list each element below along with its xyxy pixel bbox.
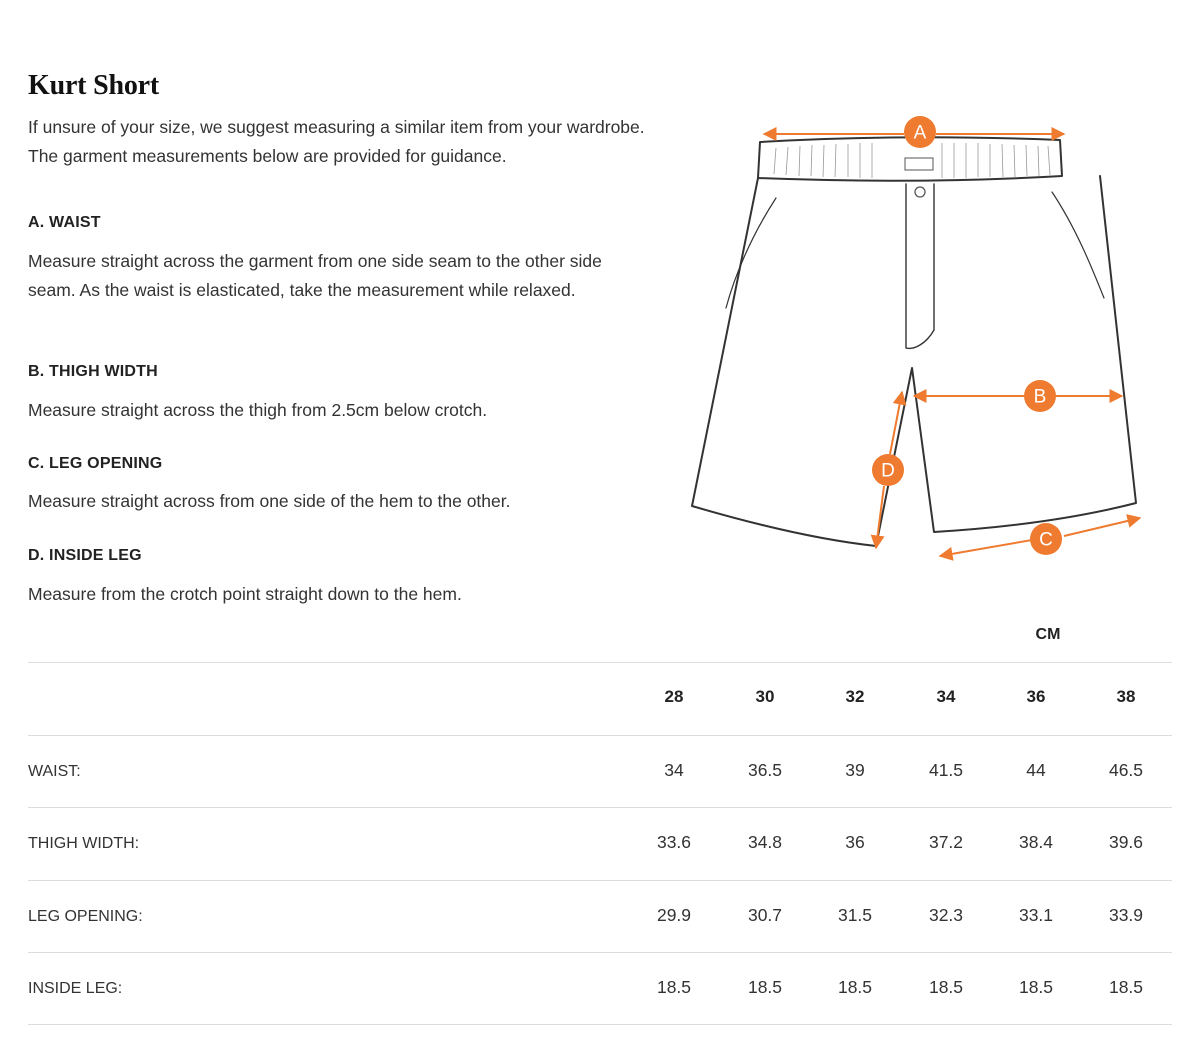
- table-cell: 29.9: [656, 904, 692, 925]
- label-c-marker: [1030, 523, 1062, 555]
- table-cell: 37.2: [928, 832, 964, 852]
- table-cell: 44: [1026, 759, 1046, 780]
- table-cell: 38.4: [1018, 832, 1054, 852]
- section-thigh-text: Measure straight across the thigh from 2.5cm below crotch.: [28, 400, 488, 420]
- size-header: 34: [936, 687, 956, 706]
- size-table: [28, 662, 1172, 1025]
- row-label: WAIST:: [28, 762, 81, 780]
- section-leg-opening-text: Measure straight across from one side of the hem to the other.: [28, 491, 511, 511]
- label-d-text: D: [881, 460, 895, 482]
- section-waist-text: Measure straight across the garment from one side seam to the other side seam. As the waist is elasticated, take the measurement while relaxed.: [28, 251, 602, 300]
- section-thigh-heading: B. THIGH WIDTH: [28, 363, 158, 380]
- size-header: 38: [1116, 687, 1136, 706]
- table-cell: 39.6: [1108, 832, 1144, 852]
- shorts-measurement-diagram: [680, 108, 1160, 578]
- measurement-arrows: [764, 134, 1140, 556]
- size-header: 28: [664, 687, 684, 706]
- table-cell: 39: [845, 759, 865, 780]
- table-cell: 33.1: [1018, 904, 1054, 925]
- table-row: [28, 880, 1172, 953]
- page-title: Kurt Short: [28, 70, 160, 101]
- table-cell: 18.5: [1018, 977, 1054, 997]
- label-b-marker: [1024, 380, 1056, 412]
- row-label: INSIDE LEG:: [28, 980, 123, 997]
- label-a-text: A: [913, 122, 927, 144]
- size-header: 32: [845, 687, 865, 706]
- table-cell: 36.5: [747, 759, 783, 780]
- arrow-c-left: [940, 540, 1032, 556]
- table-cell: 41.5: [928, 759, 964, 780]
- table-cell: 18.5: [747, 977, 783, 997]
- table-cell: 30.7: [747, 904, 783, 925]
- section-leg-opening-heading: C. LEG OPENING: [28, 455, 163, 472]
- table-header-row: [28, 662, 1172, 735]
- table-cell: 18.5: [1108, 977, 1144, 997]
- shorts-illustration: [680, 108, 1160, 578]
- table-cell: 32.3: [928, 904, 964, 925]
- table-cell: 34.8: [747, 832, 783, 852]
- table-cell: 31.5: [837, 904, 873, 925]
- table-cell: 33.6: [656, 832, 692, 852]
- label-patch: [905, 158, 933, 170]
- intro-text: If unsure of your size, we suggest measuring a similar item from your wardrobe. The garment measurements below are provided for guidance.: [28, 117, 645, 166]
- shorts-outline: [692, 137, 1136, 546]
- table-cell: 34: [664, 759, 684, 780]
- section-inside-leg-text: Measure from the crotch point straight down to the hem.: [28, 584, 462, 604]
- size-header: 36: [1026, 687, 1046, 706]
- arrow-c-right: [1064, 518, 1140, 536]
- table-cell: 18.5: [837, 977, 873, 997]
- table-cell: 33.9: [1108, 904, 1144, 925]
- label-d-marker: [872, 454, 904, 486]
- table-cell: 18.5: [928, 977, 964, 997]
- label-a-marker: [904, 116, 936, 148]
- row-label: THIGH WIDTH:: [28, 835, 140, 852]
- table-cell: 18.5: [656, 977, 692, 997]
- table-cell: 46.5: [1108, 759, 1144, 780]
- button-icon: [915, 187, 925, 197]
- label-c-text: C: [1039, 529, 1053, 551]
- table-row: [28, 807, 1172, 880]
- table-cell: 36: [845, 832, 865, 852]
- table-row: [28, 952, 1172, 1025]
- unit-label: CM: [1035, 626, 1061, 643]
- table-row: [28, 735, 1172, 808]
- section-waist-heading: A. WAIST: [28, 214, 101, 231]
- size-header: 30: [755, 687, 775, 706]
- row-label: LEG OPENING:: [28, 907, 143, 925]
- label-b-text: B: [1033, 386, 1047, 408]
- section-inside-leg-heading: D. INSIDE LEG: [28, 547, 142, 564]
